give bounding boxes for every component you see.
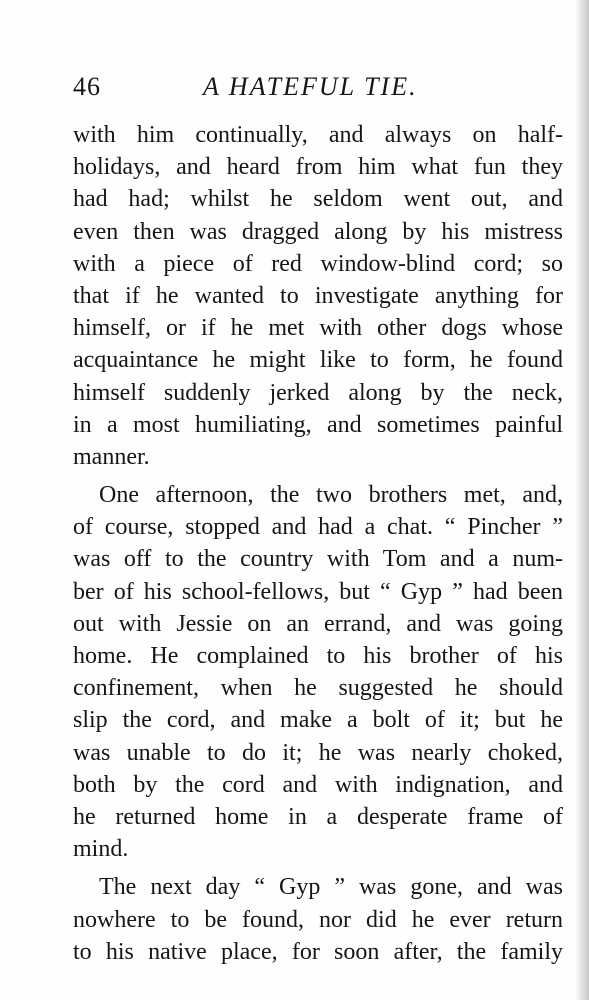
text-line: out with Jessie on an errand, and was going (73, 610, 563, 637)
paragraph-3 (73, 871, 563, 968)
body-text (73, 119, 563, 968)
text-line: home. He complained to his brother of his (73, 643, 563, 669)
page-header (73, 70, 563, 104)
text-line: acquaintance he might like to form, he found (73, 347, 563, 374)
text-line: ber of his school-fellows, but “ Gyp ” had been (73, 578, 563, 605)
text-line: to his native place, for soon after, the family (73, 938, 563, 965)
text-line: mind. (73, 836, 129, 863)
page-edge-shadow (575, 0, 589, 1000)
text-line: even then was dragged along by his mistress (73, 218, 563, 245)
text-line: with a piece of red window-blind cord; so (73, 250, 563, 277)
text-line: slip the cord, and make a bolt of it; but he (73, 707, 563, 734)
text-line: The next day “ Gyp ” was gone, and was (99, 874, 563, 901)
paragraph-1 (73, 119, 563, 473)
running-title: A HATEFUL TIE. (203, 72, 418, 101)
text-line: himself, or if he met with other dogs whose (73, 315, 563, 342)
text-line: of course, stopped and had a chat. “ Pincher ” (73, 514, 563, 541)
text-line: in a most humiliating, and sometimes painful (73, 411, 563, 438)
text-line: confinement, when he suggested he should (73, 675, 563, 702)
text-line: had had; whilst he seldom went out, and (73, 186, 563, 213)
page-number: 46 (73, 72, 101, 101)
text-line: he returned home in a desperate frame of (73, 803, 563, 830)
paragraph-2 (73, 479, 563, 865)
text-line: was off to the country with Tom and a num- (73, 546, 563, 573)
text-line: that if he wanted to investigate anything for (73, 282, 563, 309)
text-line: holidays, and heard from him what fun they (73, 154, 563, 181)
text-line: with him continually, and always on half- (73, 122, 563, 148)
text-line: himself suddenly jerked along by the neck, (73, 379, 563, 406)
text-line: One afternoon, the two brothers met, and, (99, 482, 563, 509)
text-line: both by the cord and with indignation, and (73, 771, 563, 798)
text-line: was unable to do it; he was nearly choked, (73, 739, 563, 766)
text-line: manner. (73, 443, 150, 470)
text-line: nowhere to be found, nor did he ever return (73, 906, 563, 933)
